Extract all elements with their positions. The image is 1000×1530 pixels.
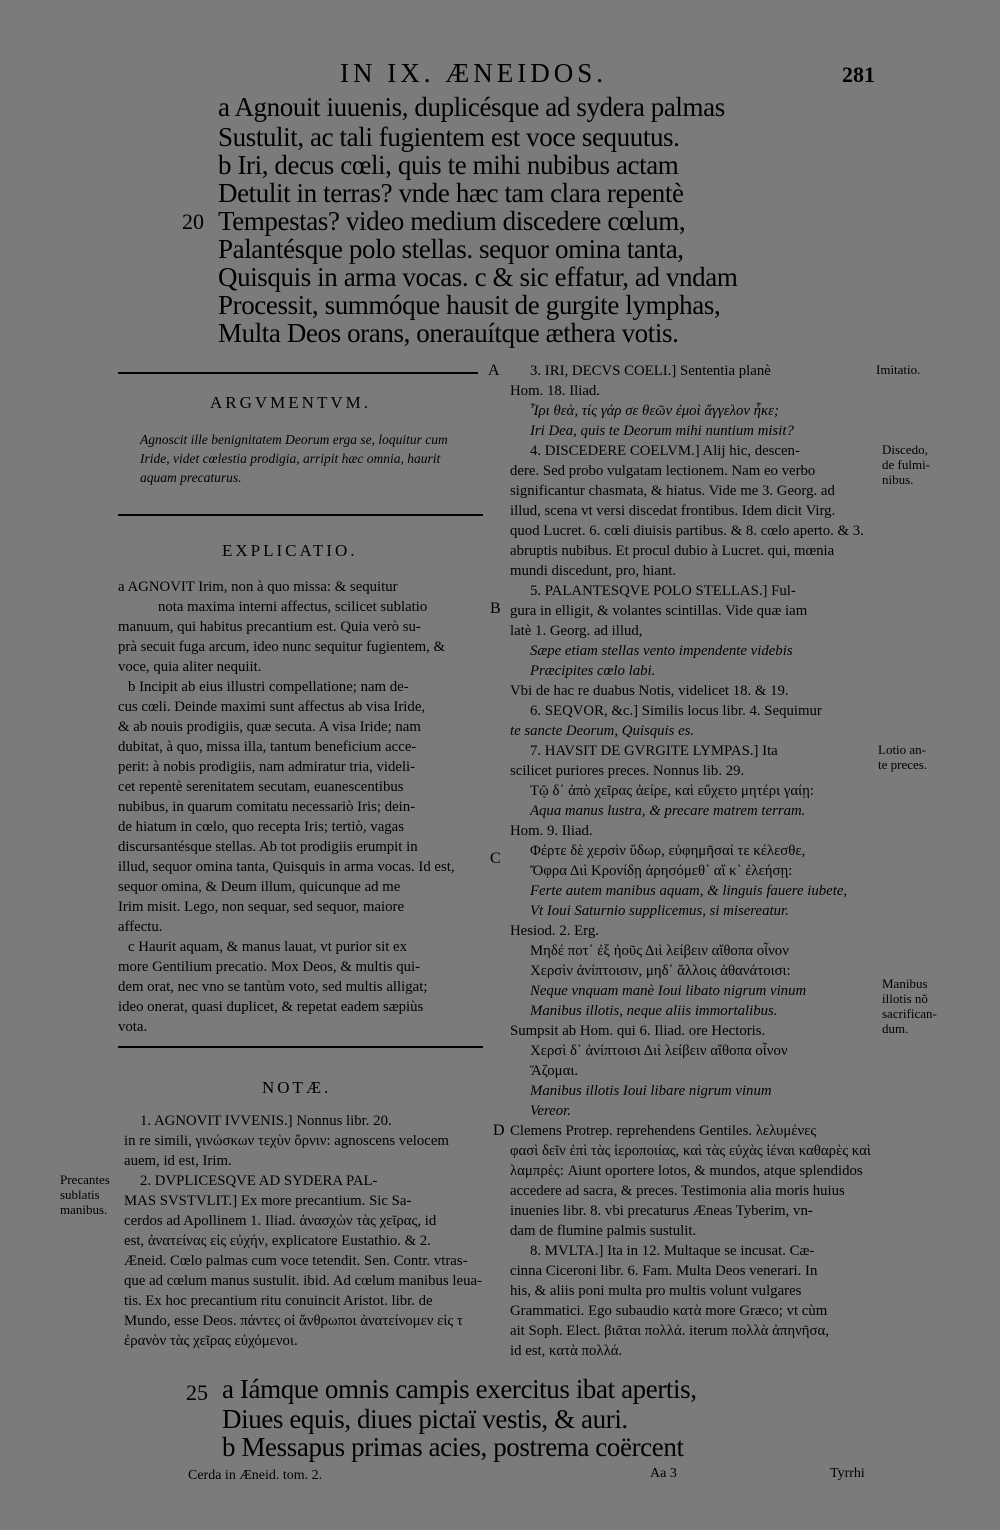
right-column-line: Τῷ δ᾽ ἀπὸ χεῖρας ἀείρε, καὶ εὔχετο μητέρι γαίῃ:	[530, 783, 814, 799]
notae-line: ἐρανὸν τὰς χεῖρας εὐχόμενοι.	[124, 1333, 298, 1349]
right-column-line: Hom. 18. Iliad.	[510, 383, 601, 399]
right-column-line: Φέρτε δὲ χερσὶν ὕδωρ, εὐφημῆσαί τε κέλεσθε,	[530, 843, 806, 859]
explicatio-line: more Gentilium precatio. Mox Deos, & multis qui-	[118, 959, 421, 975]
notae-line: Æneid. Cœlo palmas cum voce tetendit. Sen. Contr. vtras-	[124, 1253, 468, 1269]
right-column-line: φασὶ δεῖν ἐπὶ τὰς ἱεροποιίας, καὶ τὰς εὐχὰς ἰέναι καθαρὲς καὶ	[510, 1143, 871, 1159]
explicatio-line: manuum, qui habitus precantium est. Quia verò su-	[118, 619, 421, 635]
explicatio-line: dem orat, nec vno se tantùm voto, sed multis alligat;	[118, 979, 428, 995]
divider-rule	[118, 514, 483, 516]
right-column-line: 3. IRI, DECVS COELI.] Sententia planè	[530, 363, 771, 379]
right-column-line: Grammatici. Ego subaudio κατὰ more Græco; vt cùm	[510, 1303, 828, 1319]
right-column-line: Neque vnquam manè Ioui libato nigrum vinum	[530, 983, 807, 999]
explicatio-line: vota.	[118, 1019, 148, 1035]
right-column-line: Ferte autem manibus aquam, & linguis fauere iubete,	[530, 883, 848, 899]
notae-line: que ad cœlum manus sustulit. ibid. Ad cœlum manibus leua-	[124, 1273, 482, 1289]
section-letter: C	[490, 850, 501, 867]
verse-line: Quisquis in arma vocas. c & sic effatur, ad vndam	[218, 262, 738, 292]
explicatio-line: affectu.	[118, 919, 163, 935]
right-column-line: Vt Ioui Saturnio supplicemus, si misereatur.	[530, 903, 789, 919]
explicatio-line: cus cœli. Deinde maximi sunt affectus ab visa Iride,	[118, 699, 426, 715]
verse-line-number: 25	[186, 1380, 208, 1405]
verse-line: Palantésque polo stellas. sequor omina tanta,	[218, 234, 684, 264]
right-column-line: Hesiod. 2. Erg.	[510, 923, 599, 939]
right-column-line: Iri Dea, quis te Deorum mihi nuntium misit?	[530, 423, 794, 439]
right-column-line: Hom. 9. Iliad.	[510, 823, 593, 839]
right-column-line: 4. DISCEDERE COELVM.] Alij hic, descen-	[530, 443, 800, 459]
right-column-line: Manibus illotis, neque aliis immortalibus.	[530, 1003, 778, 1019]
margin-note-manibus: Manibus illotis nõ sacrifican- dum.	[882, 976, 937, 1036]
verse-line: Processit, summóque hausit de gurgite lymphas,	[218, 290, 721, 320]
footer-signature-line: Cerda in Æneid. tom. 2.	[188, 1468, 323, 1483]
right-column-line: Μηδέ ποτ᾽ ἐξ ἠοῦς Διὶ λείβειν αἴθοπα οἶνον	[530, 943, 789, 959]
right-column-line: Clemens Protrep. reprehendens Gentiles. λελυμένες	[510, 1123, 817, 1139]
right-column-line: Χερσὶ δ᾽ ἀνίπτοισι Διὶ λείβειν αἴθοπα οἶνον	[530, 1043, 788, 1059]
right-column-line: Vereor.	[530, 1103, 571, 1119]
explicatio-line: ideo onerat, quasi duplicet, & repetat eadem sæpiùs	[118, 999, 424, 1015]
explicatio-line: c Haurit aquam, & manus lauat, vt purior sit ex	[128, 939, 408, 955]
right-column-line: 8. MVLTA.] Ita in 12. Multaque se incusat. Cæ-	[530, 1243, 815, 1259]
explicatio-line: a AGNOVIT Irim, non à quo missa: & sequitur	[118, 579, 398, 595]
catchword: Tyrrhi	[830, 1466, 865, 1481]
right-column-line: 6. SEQVOR, &c.] Similis locus libr. 4. Sequimur	[530, 703, 822, 719]
notae-line: cerdos ad Apollinem 1. Iliad. ἀνασχὼν τὰς χεῖρας, id	[124, 1213, 437, 1229]
running-title: IN IX. ÆNEIDOS.	[340, 58, 607, 88]
explicatio-line: perit: à nobis prodigiis, nam admiratur tria, videli-	[118, 759, 416, 775]
right-column-line: Sæpe etiam stellas vento impendente videbis	[530, 643, 793, 659]
explicatio-heading: EXPLICATIO.	[222, 541, 358, 560]
verse-line: Tempestas? video medium discedere cœlum,	[218, 206, 686, 236]
notae-line: tis. Ex hoc precantium ritu conuincit Aristot. libr. de	[124, 1293, 433, 1309]
explicatio-line: prà secuit fuga arcum, ideo nunc sequitur fugientem, &	[118, 639, 446, 655]
verse-line: b Iri, decus cœli, quis te mihi nubibus actam	[218, 150, 679, 180]
notae-line: auem, id est, Irim.	[124, 1153, 232, 1169]
right-column-line: dam de flumine palmis sustulit.	[510, 1223, 697, 1239]
right-column-line: Ὄφρα Διὶ Κρονίδῃ ἀρησόμεθ᾽ αἴ κ᾽ ἐλεήσῃ:	[530, 863, 793, 879]
explicatio-line: sequor omina, & Deum illum, quicunque ad me	[118, 879, 401, 895]
verse-line: b Messapus primas acies, postrema coërcent	[222, 1432, 684, 1462]
right-column-line: Χερσὶν ἀνίπτοισιν, μηδ᾽ ἄλλοις ἀθανάτοισι:	[530, 963, 791, 979]
verse-line: Detulit in terras? vnde hæc tam clara repentè	[218, 178, 684, 208]
margin-note-discedo: Discedo, de fulmi- nibus.	[882, 442, 931, 487]
section-letter: B	[490, 600, 501, 617]
notae-line: in re simili, γινώσκων τεχὺν ὄρνιν: agnoscens velocem	[124, 1133, 449, 1149]
verse-line: Sustulit, ac tali fugientem est voce sequutus.	[218, 122, 680, 152]
right-column-line: te sancte Deorum, Quisquis es.	[510, 723, 695, 739]
right-column-line: his, & aliis poni multa pro multis volunt vulgares	[510, 1283, 802, 1299]
verse-line: a Iámque omnis campis exercitus ibat apertis,	[222, 1374, 697, 1404]
right-column-line: scilicet puriores preces. Nonnus lib. 29.	[510, 763, 745, 779]
verse-line: Diues equis, diues pictaï vestis, & auri.	[222, 1404, 628, 1434]
divider-rule	[118, 372, 478, 374]
explicatio-line: illud, sequor omina tanta, Quisquis in arma vocas. Id est,	[118, 859, 455, 875]
margin-note-imitatio: Imitatio.	[876, 362, 921, 377]
right-column-line: Aqua manus lustra, & precare matrem terram.	[530, 803, 806, 819]
right-column-line: significantur chasmata, & hiatus. Vide me 3. Georg. ad	[510, 483, 835, 499]
right-column-line: dere. Sed probo vulgatam lectionem. Nam eo verbo	[510, 463, 816, 479]
notae-heading: NOTÆ.	[262, 1078, 332, 1097]
explicatio-line: Irim misit. Lego, non sequar, sed sequor, maiore	[118, 899, 405, 915]
right-column-line: accedere ad sacra, & preces. Testimonia alia moris huius	[510, 1183, 845, 1199]
verse-line: a Agnouit iuuenis, duplicésque ad sydera palmas	[218, 92, 725, 122]
right-column-line: cinna Ciceroni libr. 6. Fam. Multa Deos venerari. In	[510, 1263, 818, 1279]
explicatio-line: cet repentè serenitatem secutam, euanescentibus	[118, 779, 404, 795]
right-column-line: Præcipites cœlo labi.	[530, 663, 656, 679]
margin-note-precantes: Precantes sublatis manibus.	[60, 1172, 110, 1217]
right-column-line: latè 1. Georg. ad illud,	[510, 623, 643, 639]
notae-line: MAS SVSTVLIT.] Ex more precantium. Sic Sa-	[124, 1193, 412, 1209]
verse-line-number: 20	[182, 209, 204, 234]
section-letter: D	[493, 1122, 505, 1139]
argumentum-text: Agnoscit ille benignitatem Deorum erga se, loquitur cum Iride, videt cœlestia prodigia, arripit hæc omnia, haurit aquam precaturus.	[140, 432, 448, 485]
right-column-line: quod Lucret. 6. cœli diuisis partibus. & 8. cœlo aperto. & 3.	[510, 523, 864, 539]
right-column-line: λαμπρὲς: Aiunt oportere lotos, & mundos, atque splendidos	[510, 1163, 863, 1179]
notae-line: est, ἀνατείνας εἰς εὐχήν, explicatore Eustathio. & 2.	[124, 1233, 431, 1249]
right-column-line: 5. PALANTESQVE POLO STELLAS.] Ful-	[530, 583, 796, 599]
explicatio-line: de hiatum in cœlo, quo recepta Iris; tertiò, vagas	[118, 819, 404, 835]
right-column-line: Vbi de hac re duabus Notis, videlicet 18. & 19.	[510, 683, 789, 699]
right-column-line: inuenies libr. 8. vbi precaturus Æneas Tyberim, vn-	[510, 1203, 813, 1219]
right-column-line: Ἅζομαι.	[530, 1063, 579, 1079]
page-number: 281	[842, 62, 875, 87]
notae-line: 2. DVPLICESQVE AD SYDERA PAL-	[140, 1173, 378, 1189]
section-letter: A	[488, 362, 500, 379]
explicatio-line: nubibus, in quarum comitatu necessariò Iris; dein-	[118, 799, 416, 815]
right-column-line: illud, scena vt versi discedat frontibus. Idem dicit Virg.	[510, 503, 836, 519]
explicatio-line: dubitat, à quo, missa illa, tantum beneficium acce-	[118, 739, 417, 755]
explicatio-line: voce, quia aliter nequiit.	[118, 659, 262, 675]
explicatio-line: nota maxima interni affectus, scilicet sublatio	[158, 599, 428, 615]
right-column-line: Sumpsit ab Hom. qui 6. Iliad. ore Hectoris.	[510, 1023, 766, 1039]
right-column-line: Manibus illotis Ioui libare nigrum vinum	[530, 1083, 772, 1099]
explicatio-line: discursantésque stellas. Ab tot prodigiis erumpit in	[118, 839, 418, 855]
right-column-line: id est, κατὰ πολλά.	[510, 1343, 623, 1359]
right-column-line: abruptis nubibus. Et procul dubio à Lucret. qui, mœnia	[510, 543, 835, 559]
page-signature: Aa 3	[650, 1466, 677, 1481]
verse-line: Multa Deos orans, onerauítque æthera votis.	[218, 318, 679, 348]
notae-line: 1. AGNOVIT IVVENIS.] Nonnus libr. 20.	[140, 1113, 392, 1129]
right-column-line: gura in elligit, & volantes scintillas. Vide quæ iam	[510, 603, 808, 619]
right-column-line: mundi discedunt, pro, hiant.	[510, 563, 677, 579]
explicatio-line: & ab nouis prodigiis, quæ secuta. A visa Iride; nam	[118, 719, 421, 735]
right-column-line: ait Soph. Elect. βιᾶται πολλά. iterum πολλὰ ἀπηνῆσα,	[510, 1323, 829, 1339]
right-column-line: Ἶρι θεὰ, τίς γάρ σε θεῶν ἐμοὶ ἄγγελον ἧκε;	[530, 403, 779, 419]
explicatio-line: b Incipit ab eius illustri compellatione; nam de-	[128, 679, 409, 695]
argumentum-heading: ARGVMENTVM.	[210, 393, 371, 412]
margin-note-lotio: Lotio an- te preces.	[878, 742, 928, 772]
notae-line: Mundo, esse Deos. πάντες οἱ ἄνθρωποι ἀνατείνομεν εἰς τ	[124, 1313, 463, 1329]
right-column-line: 7. HAVSIT DE GVRGITE LYMPAS.] Ita	[530, 743, 778, 759]
divider-rule	[118, 1046, 483, 1048]
